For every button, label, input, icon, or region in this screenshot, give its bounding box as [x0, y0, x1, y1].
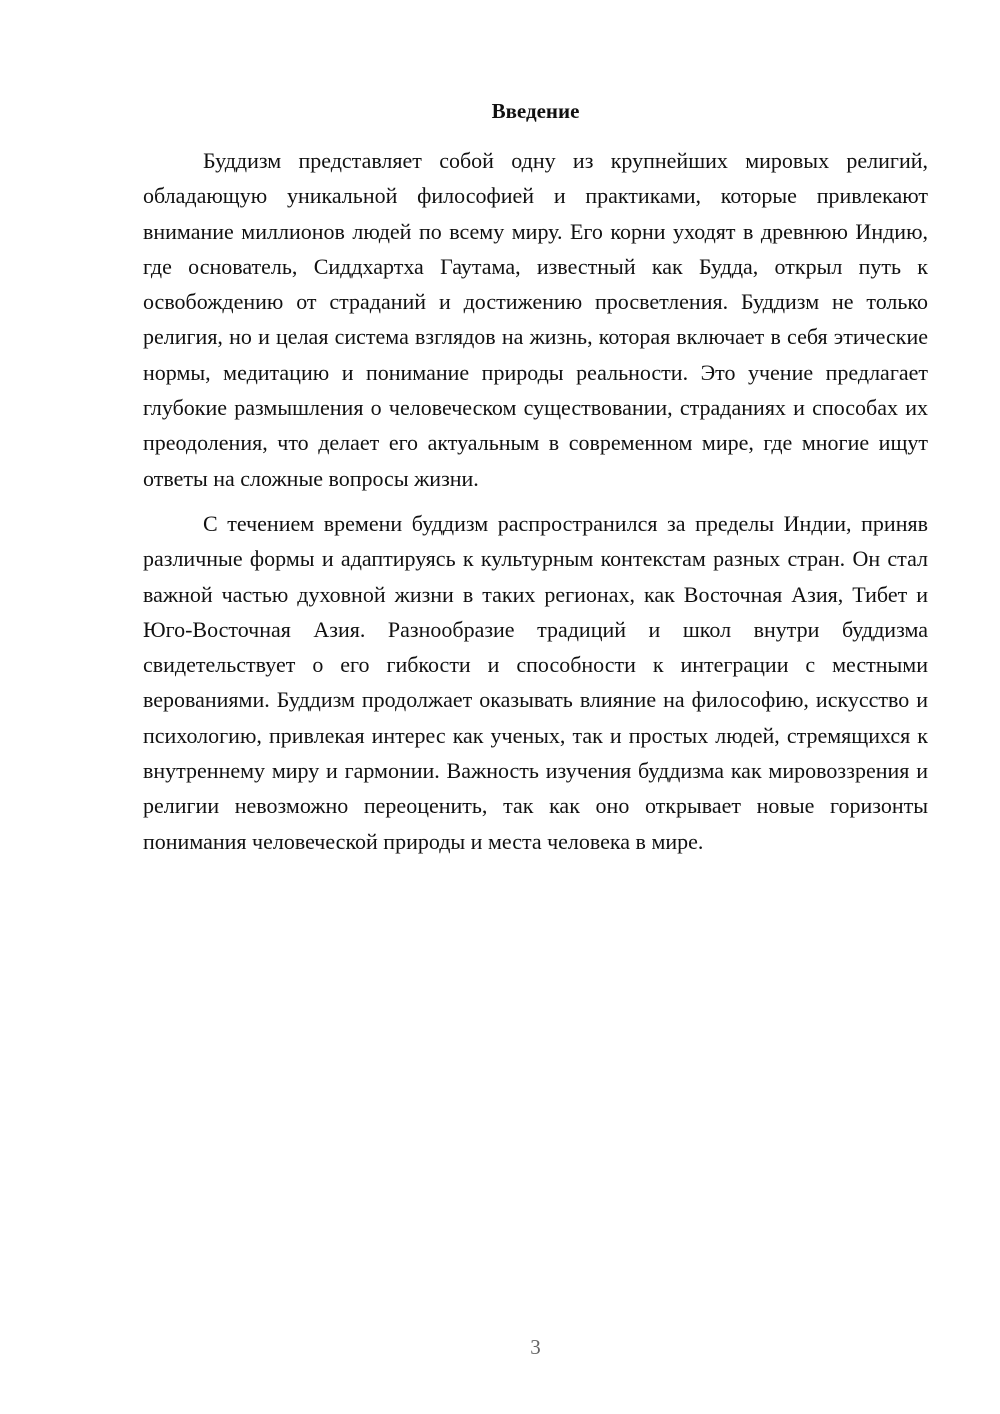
body-text: [143, 143, 928, 859]
paragraph-1: Буддизм представляет собой одну из крупнейших мировых религий, обладающую уникальной философией и практиками, которые привлекают внимание миллионов людей по всему миру. Его корни уходят в древнюю Индию, где основатель, Сиддхартха Гаутама, известный как Будда, открыл путь к освобождению от страданий и достижению просветления. Буддизм не только религия, но и целая система взглядов на жизнь, которая включает в себя этические нормы, медитацию и понимание природы реальности. Это учение предлагает глубокие размышления о человеческом существовании, страданиях и способах их преодоления, что делает его актуальным в современном мире, где многие ищут ответы на сложные вопросы жизни.: [143, 148, 928, 491]
page-number: 3: [530, 1335, 541, 1359]
paragraph-2: С течением времени буддизм распространился за пределы Индии, приняв различные формы и адаптируясь к культурным контекстам разных стран. Он стал важной частью духовной жизни в таких регионах, как Восточная Азия, Тибет и Юго-Восточная Азия. Разнообразие традиций и школ внутри буддизма свидетельствует о его гибкости и способности к интеграции с местными верованиями. Буддизм продолжает оказывать влияние на философию, искусство и психологию, привлекая интерес как ученых, так и простых людей, стремящихся к внутреннему миру и гармонии. Важность изучения буддизма как мировоззрения и религии невозможно переоценить, так как оно открывает новые горизонты понимания человеческой природы и места человека в мире.: [143, 510, 928, 854]
section-heading: Введение: [491, 99, 580, 123]
